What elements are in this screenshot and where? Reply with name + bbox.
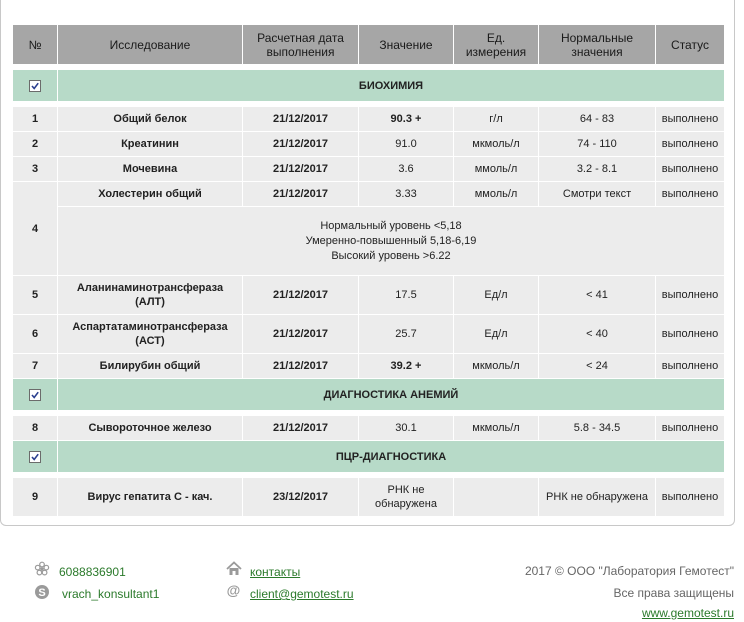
email-link[interactable]: client@gemotest.ru <box>250 587 354 601</box>
cell-test: Аспартатаминотрансфераза (АСТ) <box>58 315 243 354</box>
contacts-link[interactable]: контакты <box>250 565 301 579</box>
note-line: Умеренно-повышенный 5,18-6,19 <box>305 234 477 247</box>
cell-unit: мкмоль/л <box>454 354 539 379</box>
table-row <box>13 276 725 315</box>
cell-test: Билирубин общий <box>58 354 243 379</box>
section-row <box>13 379 725 411</box>
table-row <box>13 157 725 182</box>
cell-unit: мкмоль/л <box>454 132 539 157</box>
cell-unit: Ед/л <box>454 315 539 354</box>
copyright: 2017 © ООО "Лаборатория Гемотест" <box>524 564 734 578</box>
cell-unit: мкмоль/л <box>454 416 539 441</box>
cell-num: 9 <box>13 478 58 517</box>
cell-num: 6 <box>13 315 58 354</box>
cell-test: Аланинаминотрансфераза (АЛТ) <box>58 276 243 315</box>
cell-norm: Смотри текст <box>539 182 656 207</box>
cell-test: Вирус гепатита С - кач. <box>58 478 243 517</box>
section-row <box>13 441 725 473</box>
cell-date: 21/12/2017 <box>243 315 359 354</box>
skype-login: vrach_konsultant1 <box>62 587 160 601</box>
cell-test: Общий белок <box>58 107 243 132</box>
cell-date: 21/12/2017 <box>243 182 359 207</box>
table-row <box>13 416 725 441</box>
page-footer <box>0 555 744 622</box>
cell-norm: < 24 <box>539 354 656 379</box>
icq-number: 6088836901 <box>59 565 126 579</box>
cell-test: Креатинин <box>58 132 243 157</box>
col-status[interactable]: Статус <box>656 25 725 65</box>
section-row <box>13 70 725 102</box>
section-title: ПЦР-ДИАГНОСТИКА <box>58 441 725 473</box>
website-link[interactable]: www.gemotest.ru <box>641 606 734 620</box>
cell-date: 21/12/2017 <box>243 354 359 379</box>
cell-date: 21/12/2017 <box>243 157 359 182</box>
cell-status: выполнено <box>656 276 725 315</box>
cell-norm: РНК не обнаружена <box>539 478 656 517</box>
cell-status: выполнено <box>656 132 725 157</box>
cell-value: 3.6 <box>359 157 454 182</box>
cell-num: 1 <box>13 107 58 132</box>
checkmark-icon <box>30 390 40 400</box>
cell-unit: г/л <box>454 107 539 132</box>
cell-num: 5 <box>13 276 58 315</box>
cell-date: 21/12/2017 <box>243 132 359 157</box>
cell-norm: < 40 <box>539 315 656 354</box>
rights-text: Все права защищены <box>613 586 734 600</box>
col-date[interactable]: Расчетная дата выполнения <box>243 25 359 65</box>
cell-value: 25.7 <box>359 315 454 354</box>
cell-value: РНК не обнаружена <box>359 478 454 517</box>
note-line: Нормальный уровень <5,18 <box>320 219 462 232</box>
cell-date: 21/12/2017 <box>243 107 359 132</box>
cell-norm: < 41 <box>539 276 656 315</box>
col-unit[interactable]: Ед. измерения <box>454 25 539 65</box>
cell-num: 3 <box>13 157 58 182</box>
cell-date: 21/12/2017 <box>243 276 359 315</box>
results-table <box>12 24 725 517</box>
header-row <box>13 25 725 65</box>
cell-value: 30.1 <box>359 416 454 441</box>
section-checkbox[interactable] <box>29 80 41 92</box>
cell-status: выполнено <box>656 182 725 207</box>
section-checkbox-cell <box>13 379 58 411</box>
cell-unit: Ед/л <box>454 276 539 315</box>
cell-test: Холестерин общий <box>58 182 243 207</box>
col-test[interactable]: Исследование <box>58 25 243 65</box>
cell-date: 23/12/2017 <box>243 478 359 517</box>
at-icon <box>226 583 241 601</box>
svg-text:S: S <box>38 587 46 599</box>
cell-status: выполнено <box>656 354 725 379</box>
skype-icon <box>34 584 50 603</box>
section-checkbox[interactable] <box>29 389 41 401</box>
cell-num: 4 <box>13 182 58 276</box>
note-line: Высокий уровень >6.22 <box>331 249 451 262</box>
cell-norm: 5.8 - 34.5 <box>539 416 656 441</box>
cell-unit: ммоль/л <box>454 182 539 207</box>
cell-value: 91.0 <box>359 132 454 157</box>
cell-test: Сывороточное железо <box>58 416 243 441</box>
col-num[interactable]: № <box>13 25 58 65</box>
cell-status: выполнено <box>656 157 725 182</box>
section-checkbox[interactable] <box>29 451 41 463</box>
cell-unit <box>454 478 539 517</box>
note-row <box>13 207 725 276</box>
cell-status: выполнено <box>656 107 725 132</box>
home-icon <box>226 561 242 579</box>
table-row <box>13 315 725 354</box>
cell-status: выполнено <box>656 478 725 517</box>
cell-value: 17.5 <box>359 276 454 315</box>
col-norm[interactable]: Нормальные значения <box>539 25 656 65</box>
table-row <box>13 107 725 132</box>
cell-num: 7 <box>13 354 58 379</box>
cell-date: 21/12/2017 <box>243 416 359 441</box>
icq-flower-icon <box>34 561 50 580</box>
cell-num: 2 <box>13 132 58 157</box>
section-checkbox-cell <box>13 441 58 473</box>
section-title: ДИАГНОСТИКА АНЕМИЙ <box>58 379 725 411</box>
section-checkbox-cell <box>13 70 58 102</box>
cell-value: 90.3 + <box>359 107 454 132</box>
table-row <box>13 354 725 379</box>
cell-norm: 74 - 110 <box>539 132 656 157</box>
cell-status: выполнено <box>656 416 725 441</box>
table-row <box>13 182 725 207</box>
svg-text:@: @ <box>226 583 241 598</box>
table-row <box>13 132 725 157</box>
cell-value: 3.33 <box>359 182 454 207</box>
cell-unit: ммоль/л <box>454 157 539 182</box>
cholesterol-note <box>58 207 725 276</box>
checkmark-icon <box>30 81 40 91</box>
cell-norm: 64 - 83 <box>539 107 656 132</box>
cell-num: 8 <box>13 416 58 441</box>
col-value[interactable]: Значение <box>359 25 454 65</box>
cell-test: Мочевина <box>58 157 243 182</box>
cell-status: выполнено <box>656 315 725 354</box>
checkmark-icon <box>30 452 40 462</box>
cell-value: 39.2 + <box>359 354 454 379</box>
cell-norm: 3.2 - 8.1 <box>539 157 656 182</box>
table-row <box>13 478 725 517</box>
section-title: БИОХИМИЯ <box>58 70 725 102</box>
